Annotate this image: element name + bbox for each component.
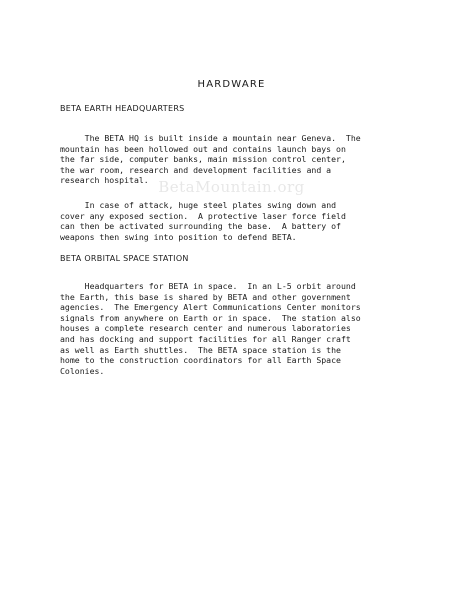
paragraph-earth-hq-1: The BETA HQ is built inside a mountain near Geneva. The mountain has been hollowed out and contains launch bays on the far side, computer banks, main mission control center, the war room, research and development facilities and a research hospital. [60,133,361,186]
section-heading-orbital-station: BETA ORBITAL SPACE STATION [60,254,189,263]
watermark-text: BetaMountain.org [158,178,305,196]
section-heading-earth-hq: BETA EARTH HEADQUARTERS [60,104,185,113]
page-title: HARDWARE [197,79,266,90]
paragraph-earth-hq-2: In case of attack, huge steel plates swing down and cover any exposed section. A protective laser force field can then be activated surrounding the base. A battery of weapons then swing into position to defend BETA. [60,200,346,242]
paragraph-orbital-station-1: Headquarters for BETA in space. In an L-5 orbit around the Earth, this base is shared by BETA and other government agencies. The Emergency Alert Communications Center monitors signals from anywhere on Earth or in space. The station also houses a complete research center and numerous laboratories and has docking and support facilities for all Ranger craft as well as Earth shuttles. The BETA space station is the home to the construction coordinators for all Earth Space Colonies. [60,281,361,376]
